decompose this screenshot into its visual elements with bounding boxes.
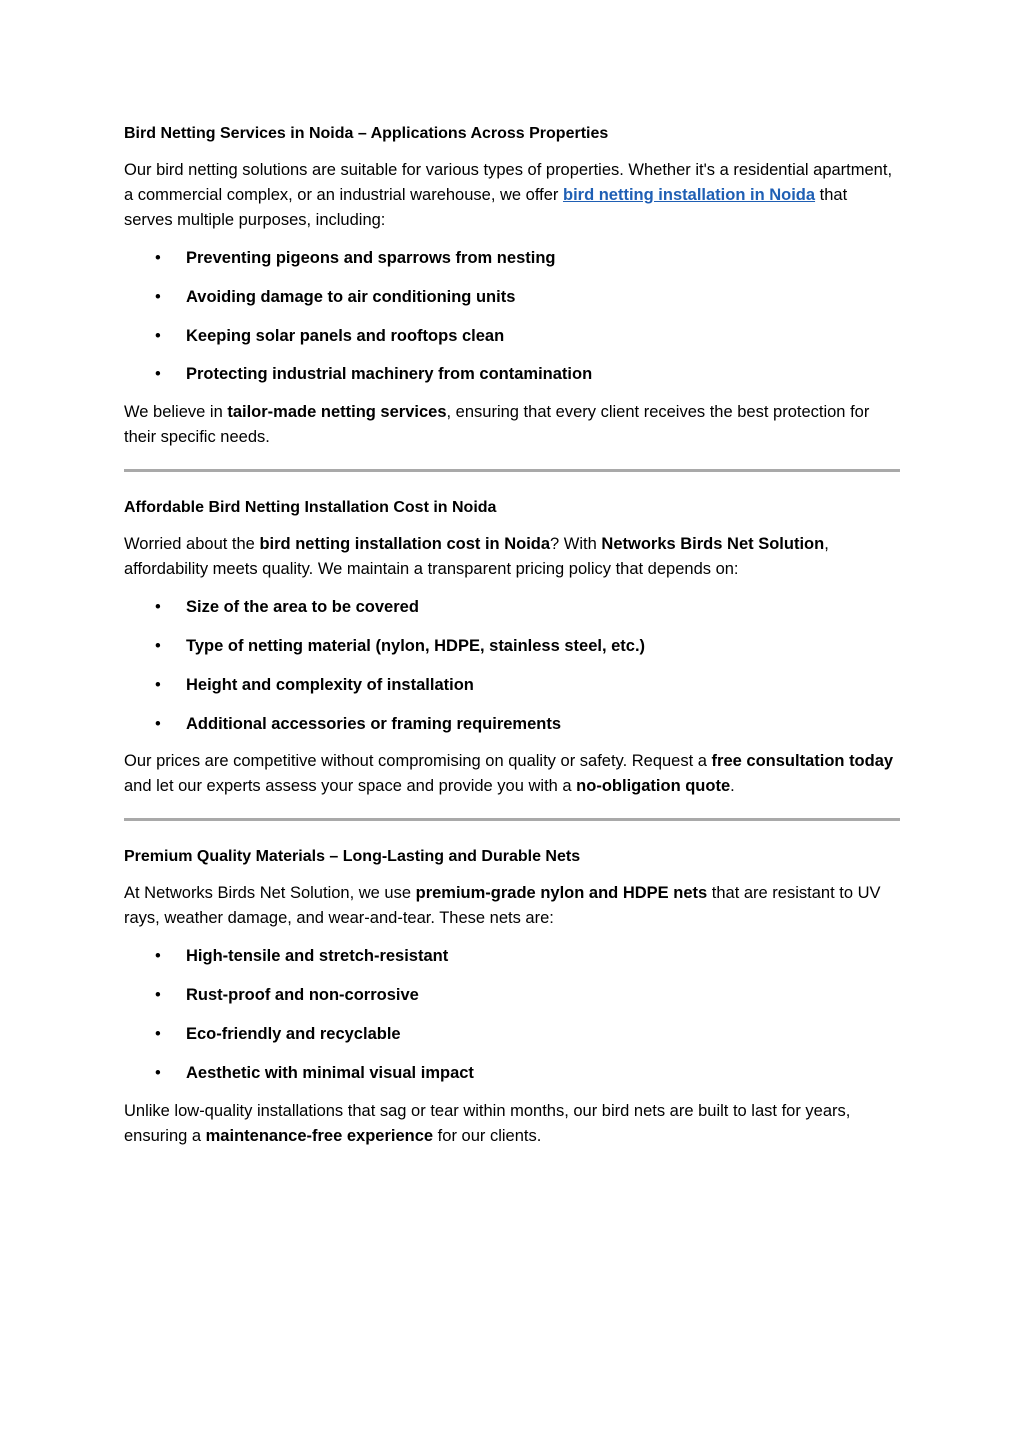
list-item: • Additional accessories or framing requirements (124, 712, 900, 737)
bullet-list (124, 595, 900, 736)
intro-paragraph (124, 532, 900, 582)
list-item: • Avoiding damage to air conditioning units (124, 285, 900, 310)
list-item: • Preventing pigeons and sparrows from nesting (124, 246, 900, 271)
document-page (124, 121, 900, 1162)
bird-netting-link[interactable]: bird netting installation in Noida (562, 186, 816, 204)
outro-paragraph (124, 749, 900, 799)
intro-text-end: , affordability meets quality. We maintain a transparent pricing policy that depends on: (124, 535, 829, 579)
list-item: • Rust-proof and non-corrosive (124, 983, 900, 1008)
intro-text: At Networks Birds Net Solution, we use (124, 884, 416, 903)
list-item: • Height and complexity of installation (124, 673, 900, 698)
outro-bold: no-obligation quote (576, 777, 731, 796)
outro-bold: free consultation today (711, 752, 894, 771)
intro-text: Our bird netting solutions are suitable for various types of properties. Whether it's a residential apartment, a commercial complex, or an industrial warehouse, we offer (124, 161, 893, 204)
outro-text: Our prices are competitive without compromising on quality or safety. Request a (124, 752, 712, 771)
outro-paragraph (124, 400, 900, 450)
intro-bold: bird netting installation cost in Noida (259, 535, 551, 554)
section-divider (124, 469, 900, 472)
section-divider (124, 818, 900, 821)
outro-text: and let our experts assess your space and provide you with a (124, 777, 577, 796)
list-item: • Type of netting material (nylon, HDPE, stainless steel, etc.) (124, 634, 900, 659)
outro-bold: tailor-made netting services (227, 403, 447, 422)
section-heading: Bird Netting Services in Noida – Applications Across Properties (124, 125, 609, 142)
intro-paragraph (124, 158, 900, 233)
intro-text-end: that are resistant to UV rays, weather damage, and wear-and-tear. These nets are: (124, 884, 881, 928)
outro-text-end: , ensuring that every client receives the best protection for their specific needs. (124, 403, 870, 447)
list-item: • Size of the area to be covered (124, 595, 900, 620)
intro-text: Worried about the (124, 535, 260, 554)
bullet-list (124, 944, 900, 1085)
outro-text-end: . (730, 777, 735, 796)
list-item: • Eco-friendly and recyclable (124, 1022, 900, 1047)
section-cost (124, 495, 900, 799)
list-item: • Protecting industrial machinery from contamination (124, 362, 900, 387)
intro-text: ? With (550, 535, 602, 554)
outro-text: We believe in (124, 403, 228, 422)
intro-paragraph (124, 881, 900, 931)
section-heading: Affordable Bird Netting Installation Cost in Noida (124, 499, 497, 517)
outro-text-end: for our clients. (433, 1126, 542, 1145)
list-item: • Keeping solar panels and rooftops clean (124, 324, 900, 349)
outro-paragraph (124, 1099, 900, 1149)
company-name: Networks Birds Net Solution (601, 535, 825, 554)
bullet-list (124, 246, 900, 387)
intro-bold: premium-grade nylon and HDPE nets (415, 884, 708, 903)
intro-text-end: that serves multiple purposes, including: (124, 186, 848, 229)
list-item: • High-tensile and stretch-resistant (124, 944, 900, 969)
section-materials (124, 844, 900, 1148)
section-applications (124, 121, 900, 450)
list-item: • Aesthetic with minimal visual impact (124, 1061, 900, 1086)
section-heading: Premium Quality Materials – Long-Lasting and Durable Nets (124, 848, 581, 866)
outro-bold: maintenance-free experience (205, 1126, 434, 1145)
outro-text: Unlike low-quality installations that sag or tear within months, our bird nets are built to last for years, ensuring a (124, 1101, 851, 1145)
